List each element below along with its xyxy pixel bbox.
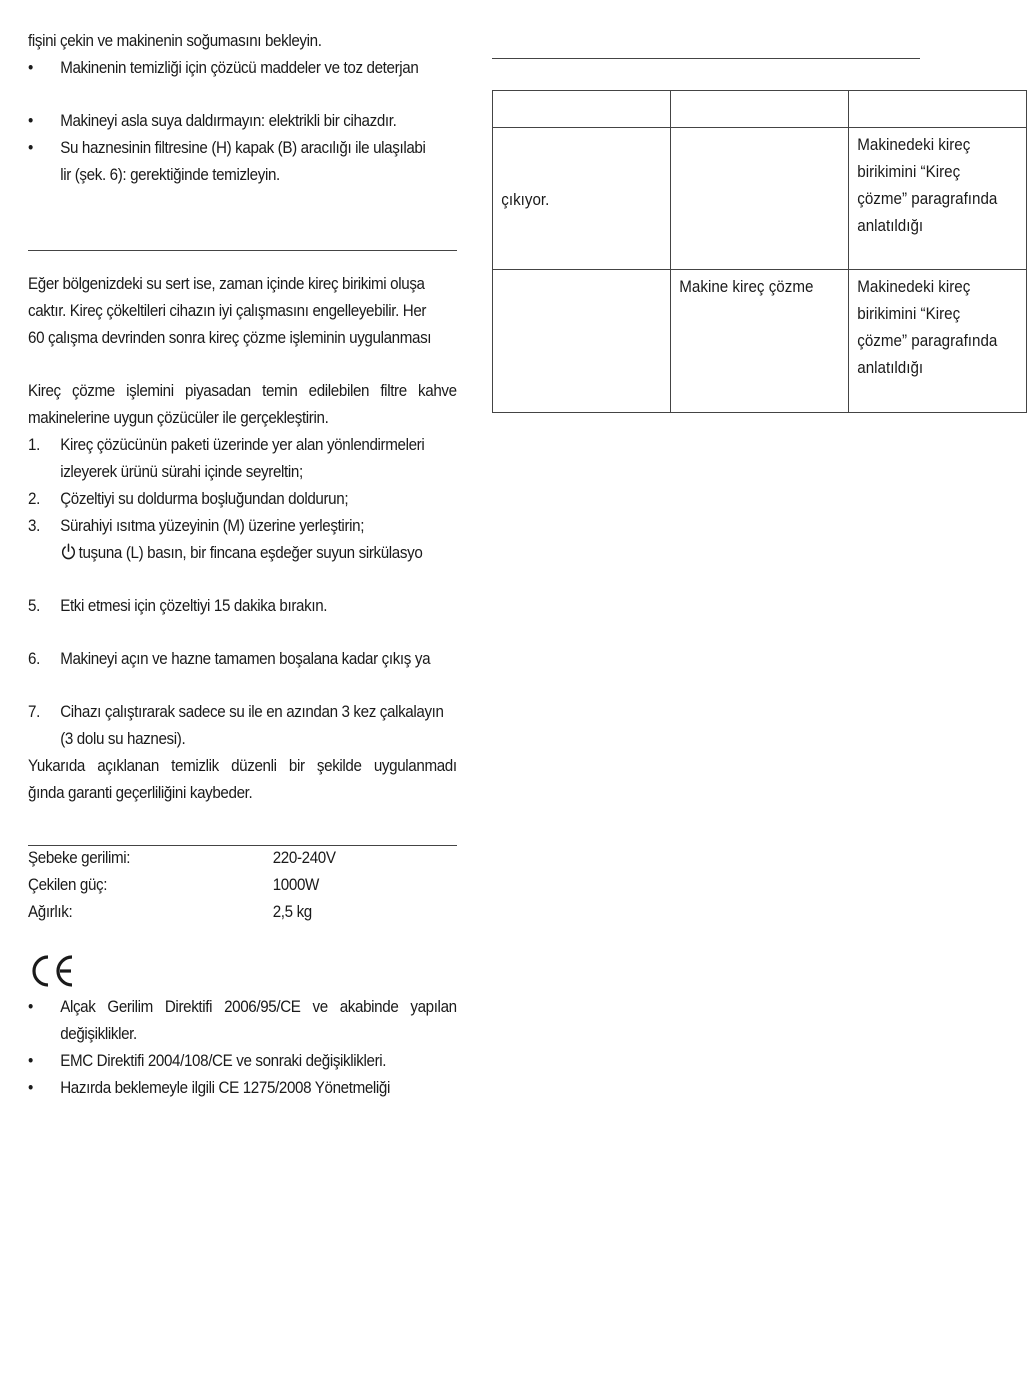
spec-label: Ağırlık:: [28, 903, 73, 921]
power-icon: [60, 543, 77, 561]
table-cell-solution: [849, 128, 1012, 240]
para1-line: Eğer bölgenizdeki su sert ise, zaman içinde kireç birikimi oluşa: [28, 275, 425, 293]
bullet-mark: •: [28, 1079, 33, 1097]
bullet-item: [28, 108, 423, 135]
table-header-cell: [671, 91, 849, 128]
directive-continuation: [28, 1021, 423, 1048]
step-text: Etki etmesi için çözeltiyi 15 dakika bırakın.: [60, 597, 328, 615]
step-continuation: [28, 459, 423, 486]
bullet-mark: •: [28, 998, 33, 1016]
step-text: Makineyi açın ve hazne tamamen boşalana kadar çıkış ya: [60, 650, 431, 668]
solution-line: birikimini “Kireç: [857, 305, 961, 323]
directive-item: [28, 994, 457, 1021]
table-row: [493, 270, 1027, 413]
step-number: 5.: [28, 597, 40, 615]
step-item: [28, 432, 423, 459]
step-number: 6.: [28, 650, 40, 668]
bullet-item: [28, 55, 423, 82]
table-cell-problem: [493, 270, 656, 274]
bullet-item: [28, 135, 426, 162]
step-text: tuşuna (L) basın, bir fincana eşdeğer suyun sirkülasyo: [78, 544, 423, 562]
directive-text: EMC Direktifi 2004/108/CE ve sonraki değişiklikleri.: [60, 1052, 387, 1070]
directive-text: değişiklikler.: [60, 1025, 137, 1043]
bullet-text: lir (şek. 6): gerektiğinde temizleyin.: [60, 166, 280, 184]
step-number: 2.: [28, 490, 40, 508]
step-text: Çözeltiyi su doldurma boşluğundan doldurun;: [60, 490, 349, 508]
solution-line: çözme” paragrafında: [857, 190, 998, 208]
solution-line: Makinedeki kireç: [857, 278, 971, 296]
table-cell-cause: Makine kireç çözme: [679, 278, 814, 296]
step-continuation: [28, 726, 423, 753]
solution-line: anlatıldığı: [857, 217, 924, 235]
step-text: Kireç çözücünün paketi üzerinde yer alan yönlendirmeleri: [60, 436, 425, 454]
table-cell-problem: çıkıyor.: [501, 191, 550, 209]
step-number: 1.: [28, 436, 40, 454]
table-header-cell: [493, 91, 671, 128]
step-text: Sürahiyi ısıtma yüzeyinin (M) üzerine yerleştirin;: [60, 517, 365, 535]
directives-list: [28, 994, 457, 1102]
para3-line: ğında garanti geçerliliğini kaybeder.: [28, 784, 253, 802]
spec-table: [28, 845, 457, 926]
step-text: (3 dolu su haznesi).: [60, 730, 186, 748]
table-header-cell: [849, 91, 1027, 128]
spec-value: 2,5 kg: [272, 903, 312, 921]
troubleshooting-table: [492, 90, 1027, 413]
directive-item: [28, 1048, 423, 1075]
step-item: [28, 593, 423, 620]
spec-value: 1000W: [272, 876, 319, 894]
table-cell-solution: [849, 270, 1012, 382]
right-section-rule: [492, 58, 920, 59]
step-number: 3.: [28, 517, 40, 535]
table-header-row: [493, 91, 1027, 128]
table-row: [493, 128, 1027, 270]
bullet-continuation: [28, 162, 423, 189]
bullet-text: Makineyi asla suya daldırmayın: elektrikli bir cihazdır.: [60, 112, 397, 130]
spec-row: [28, 845, 423, 872]
spec-row: [28, 899, 423, 926]
bullet-text: Su haznesinin filtresine (H) kapak (B) aracılığı ile ulaşılabi: [60, 139, 426, 157]
para1-line: 60 çalışma devrinden sonra kireç çözme işleminin uygulanması: [28, 329, 432, 347]
bullet-mark: •: [28, 112, 33, 130]
table-cell-cause: [671, 128, 834, 132]
intro-line: fişini çekin ve makinenin soğumasını bekleyin.: [28, 32, 322, 50]
spec-label: Çekilen güç:: [28, 876, 108, 894]
step-item: [28, 513, 423, 540]
ce-mark-logo: [28, 953, 78, 989]
step-number: 7.: [28, 703, 40, 721]
spec-label: Şebeke gerilimi:: [28, 849, 131, 867]
para2-line: Kireç çözme işlemini piyasadan temin edilebilen filtre kahve: [28, 382, 457, 400]
step-item: [28, 646, 431, 673]
bullet-mark: •: [28, 139, 33, 157]
bullet-text: Makinenin temizliği için çözücü maddeler ve toz deterjan: [60, 59, 419, 77]
step-text: Cihazı çalıştırarak sadece su ile en azından 3 kez çalkalayın: [60, 703, 444, 721]
para3-line: Yukarıda açıklanan temizlik düzenli bir şekilde uygulanmadı: [28, 757, 457, 775]
solution-line: birikimini “Kireç: [857, 163, 961, 181]
bullet-mark: •: [28, 1052, 33, 1070]
step-item: [28, 699, 444, 726]
left-column: [28, 28, 457, 807]
solution-line: çözme” paragrafında: [857, 332, 998, 350]
directive-item: [28, 1075, 423, 1102]
bullet-mark: •: [28, 59, 33, 77]
para2-line: makinelerine uygun çözücüler ile gerçekleştirin.: [28, 409, 329, 427]
para1-line: caktır. Kireç çökeltileri cihazın iyi çalışmasını engelleyebilir. Her: [28, 302, 427, 320]
section-rule: [28, 250, 457, 251]
spec-row: [28, 872, 423, 899]
step-continuation: [28, 540, 423, 567]
spec-value: 220-240V: [272, 849, 336, 867]
directive-text: Hazırda beklemeyle ilgili CE 1275/2008 Yönetmeliği: [60, 1079, 391, 1097]
directive-text: Alçak Gerilim Direktifi 2006/95/CE ve akabinde yapılan: [60, 998, 457, 1016]
step-text: izleyerek ürünü sürahi içinde seyreltin;: [60, 463, 303, 481]
solution-line: anlatıldığı: [857, 359, 924, 377]
solution-line: Makinedeki kireç: [857, 136, 971, 154]
step-item: [28, 486, 423, 513]
